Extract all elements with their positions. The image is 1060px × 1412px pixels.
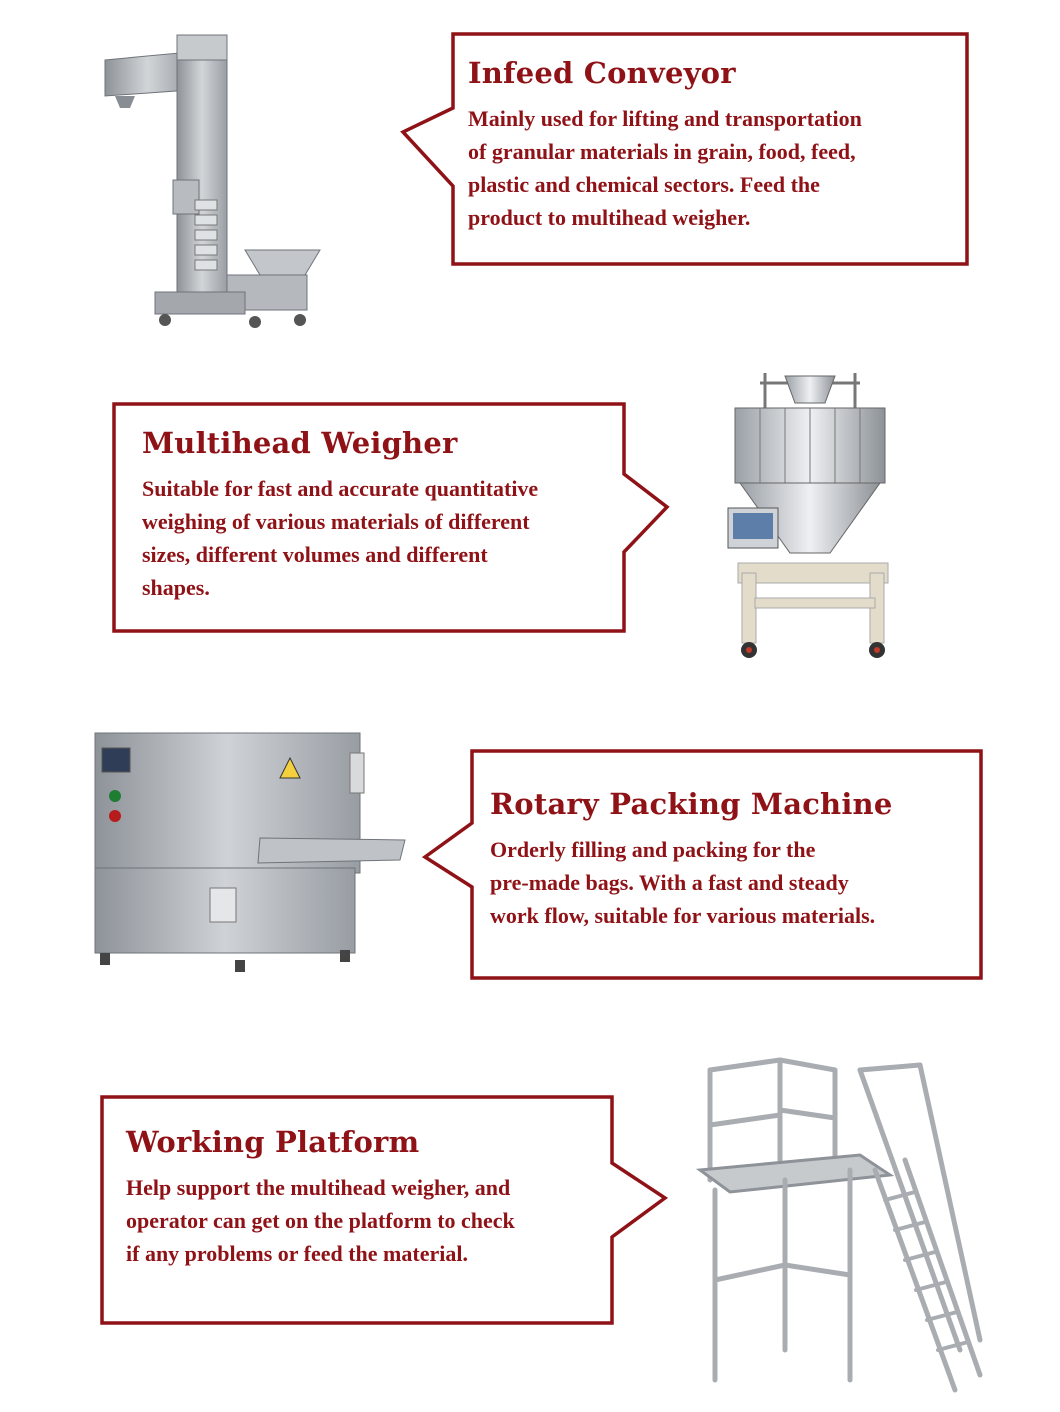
section-line: Help support the multihead weigher, and xyxy=(126,1175,511,1200)
section-line: pre-made bags. With a fast and steady xyxy=(490,870,849,895)
section-title: Working Platform xyxy=(126,1125,420,1159)
infeed-conveyor-callout xyxy=(400,32,970,268)
working-platform-icon xyxy=(690,1050,990,1404)
section-line: Orderly filling and packing for the xyxy=(490,837,816,862)
rotary-packing-machine-icon xyxy=(90,728,410,980)
section-title: Multihead Weigher xyxy=(142,426,458,460)
bucket-elevator-icon xyxy=(95,30,325,330)
section-line: shapes. xyxy=(142,575,210,600)
section-line: Mainly used for lifting and transportation xyxy=(468,106,862,131)
section-line: sizes, different volumes and different xyxy=(142,542,488,567)
rotary-packing-machine-callout xyxy=(422,749,984,981)
section-line: if any problems or feed the material. xyxy=(126,1241,468,1266)
multihead-weigher-icon xyxy=(720,368,900,666)
multihead-weigher-callout xyxy=(112,402,672,634)
working-platform-callout xyxy=(100,1095,670,1327)
section-line: of granular materials in grain, food, feed, xyxy=(468,139,856,164)
section-title: Rotary Packing Machine xyxy=(490,787,893,821)
section-line: Suitable for fast and accurate quantitative xyxy=(142,476,539,501)
section-line: plastic and chemical sectors. Feed the xyxy=(468,172,820,197)
section-line: product to multihead weigher. xyxy=(468,205,751,230)
section-title: Infeed Conveyor xyxy=(468,56,736,90)
section-line: work flow, suitable for various materials. xyxy=(490,903,876,928)
section-line: operator can get on the platform to check xyxy=(126,1208,515,1233)
section-line: weighing of various materials of different xyxy=(142,509,530,534)
